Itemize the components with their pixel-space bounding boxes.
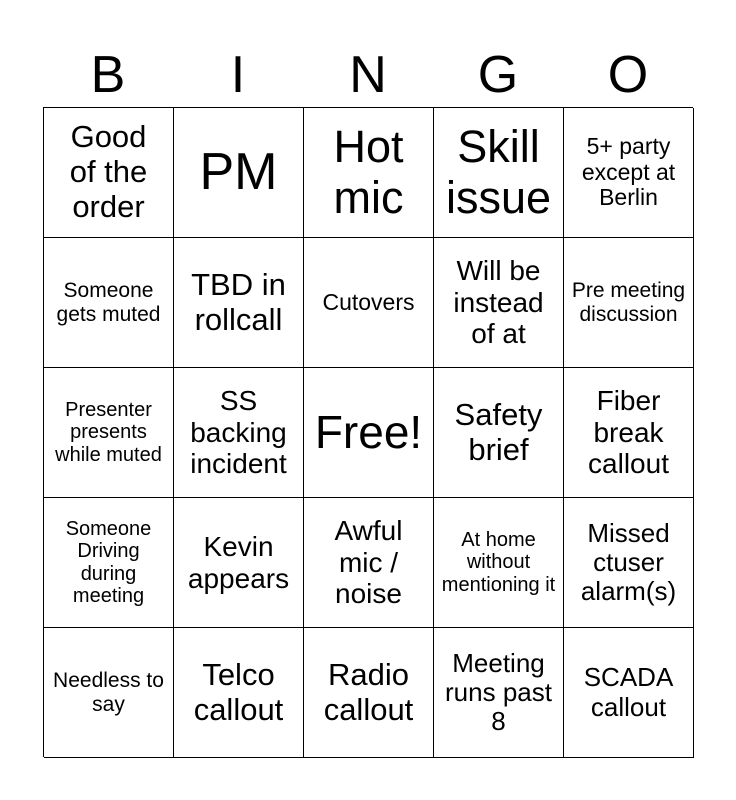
bingo-cell[interactable]: [44, 628, 174, 758]
free-space: Free!: [314, 405, 423, 458]
bingo-cell[interactable]: [304, 108, 434, 238]
cell-text: At home without mentioning it: [441, 528, 556, 596]
header-letter-i: I: [230, 46, 246, 104]
bingo-cell[interactable]: [44, 108, 174, 238]
bingo-cell[interactable]: [174, 108, 304, 238]
bingo-cell[interactable]: [564, 238, 694, 368]
bingo-cell[interactable]: [434, 238, 564, 368]
cell-text: TBD in rollcall: [191, 266, 286, 337]
bingo-cell[interactable]: [564, 368, 694, 498]
bingo-cell[interactable]: [434, 108, 564, 238]
cell-text: Meeting runs past 8: [445, 647, 552, 737]
bingo-cell[interactable]: [564, 628, 694, 758]
cell-text: Will be instead of at: [453, 255, 544, 350]
cell-text: Awful mic / noise: [334, 515, 403, 610]
bingo-cell[interactable]: [434, 368, 564, 498]
bingo-cell[interactable]: [564, 498, 694, 628]
cell-text: Kevin appears: [187, 531, 290, 594]
header-letter-b: B: [90, 46, 126, 104]
header-letter-o: O: [607, 46, 649, 104]
cell-text: Someone Driving during meeting: [65, 517, 152, 607]
bingo-cell[interactable]: [304, 368, 434, 498]
bingo-cell[interactable]: [304, 238, 434, 368]
bingo-cell[interactable]: [304, 628, 434, 758]
bingo-cell[interactable]: [174, 498, 304, 628]
bingo-cell[interactable]: [174, 238, 304, 368]
cell-text: Pre meeting discussion: [571, 278, 686, 326]
bingo-cell[interactable]: [434, 628, 564, 758]
cell-text: Hot mic: [333, 121, 404, 223]
header-letter-g: G: [477, 46, 519, 104]
bingo-cell[interactable]: [564, 108, 694, 238]
cell-text: Telco callout: [193, 656, 284, 727]
bingo-header: [43, 44, 693, 106]
cell-text: 5+ party except at Berlin: [581, 132, 676, 211]
cell-text: Presenter presents while muted: [55, 398, 162, 466]
cell-text: PM: [199, 143, 278, 202]
cell-text: Good of the order: [69, 119, 148, 224]
bingo-cell[interactable]: [174, 368, 304, 498]
bingo-cell[interactable]: [44, 368, 174, 498]
cell-text: Someone gets muted: [56, 278, 161, 326]
header-letter-n: N: [349, 46, 387, 104]
cell-text: SCADA callout: [583, 662, 674, 722]
bingo-cell[interactable]: [44, 238, 174, 368]
cell-text: Safety brief: [454, 396, 543, 467]
bingo-cell[interactable]: [44, 498, 174, 628]
bingo-cell[interactable]: [304, 498, 434, 628]
bingo-cell[interactable]: [174, 628, 304, 758]
cell-text: Missed ctuser alarm(s): [580, 517, 677, 607]
cell-text: Needless to say: [53, 668, 164, 716]
bingo-board: [43, 107, 693, 757]
cell-text: SS backing incident: [190, 385, 287, 480]
cell-text: Radio callout: [323, 656, 414, 727]
cell-text: Cutovers: [322, 288, 415, 315]
cell-text: Fiber break callout: [588, 385, 669, 480]
bingo-cell[interactable]: [434, 498, 564, 628]
cell-text: Skill issue: [445, 121, 552, 223]
